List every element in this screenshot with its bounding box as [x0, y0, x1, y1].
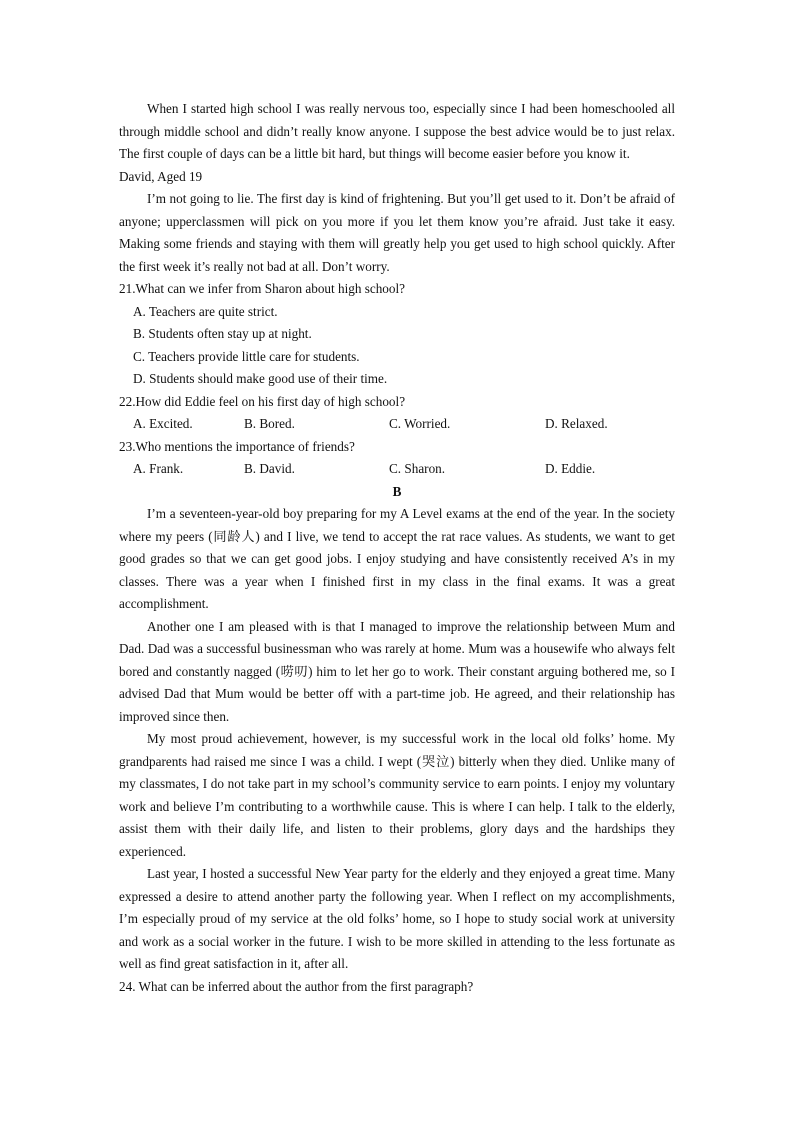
question-21-option-d: D. Students should make good use of their time. — [133, 371, 388, 386]
question-22-options — [119, 413, 675, 436]
section-b-paragraph-2: Another one I am pleased with is that I managed to improve the relationship between Mum and Dad. Dad was a successful businessman who was rarely at home. Mum was a housewife who always felt bored and constantly nagged (唠叨) him to let her go to work. Their constant arguing bothered me, so I advised Dad that Mum would be better off with a part-time job. He agreed, and their relationship has improved since then. — [119, 618, 675, 724]
question-21-option-a: A. Teachers are quite strict. — [133, 303, 278, 319]
question-23-options — [119, 458, 675, 481]
question-22-option-b: B. Bored. — [244, 416, 295, 431]
question-23-option-b: B. David. — [244, 461, 295, 476]
section-b-paragraph-3: My most proud achievement, however, is my successful work in the local old folks’ home. My grandparents had raised me since I was a child. I wept (哭泣) bitterly when they died. Unlike many of my classmates, I do not take part in my school’s community service to earn points. I enjoy my voluntary work and believe I’m contributing to a worthwhile cause. This is where I can help. I talk to the elderly, assist them with their daily life, and listen to their problems, glory days and the hardships they experienced. — [119, 731, 675, 859]
question-22-option-c: C. Worried. — [389, 416, 451, 431]
question-21-option-b: B. Students often stay up at night. — [133, 326, 312, 341]
question-22-stem: 22.How did Eddie feel on his first day of high school? — [119, 393, 406, 409]
intro-paragraph: When I started high school I was really nervous too, especially since I had been homeschooled all through middle school and didn’t really know anyone. I suppose the best advice would be to just relax. The first couple of days can be a little bit hard, but things will become easier before you know it. — [119, 101, 675, 161]
question-22-option-a: A. Excited. — [133, 416, 193, 431]
question-23-option-a: A. Frank. — [133, 461, 184, 476]
david-name: David, Aged 19 — [119, 168, 203, 184]
section-b-paragraph-1: I’m a seventeen-year-old boy preparing for my A Level exams at the end of the year. In the society where my peers (同龄人) and I live, we tend to accept the rat race values. As students, we want to get good grades so that we can get good jobs. I enjoy studying and have consistently received A’s in my classes. There was a year when I finished first in my class in the final exams. It was a great accomplishment. — [119, 506, 675, 611]
question-23-option-d: D. Eddie. — [545, 461, 596, 476]
document-page — [119, 98, 675, 998]
question-23-stem: 23.Who mentions the importance of friends? — [119, 438, 355, 454]
section-b-heading: B — [392, 483, 402, 499]
question-21-stem: 21.What can we infer from Sharon about high school? — [119, 281, 406, 296]
question-21-option-c: C. Teachers provide little care for students. — [133, 348, 360, 364]
section-b-paragraph-4: Last year, I hosted a successful New Year party for the elderly and they enjoyed a great time. Many expressed a desire to attend another party the following year. When I reflect on my accomplishments, I’m especially proud of my service at the old folks’ home, so I hope to study social work at university and work as a social worker in the future. I wish to be more skilled in attending to the less fortunate as well as find great satisfaction in it, after all. — [119, 866, 675, 971]
question-24-stem: 24. What can be inferred about the author from the first paragraph? — [119, 978, 474, 994]
question-22-option-d: D. Relaxed. — [545, 416, 608, 431]
question-23-option-c: C. Sharon. — [389, 461, 446, 476]
david-paragraph: I’m not going to lie. The first day is kind of frightening. But you’ll get used to it. Don’t be afraid of anyone; upperclassmen will pick on you more if you let them know you’re afraid. Just take it easy. Making some friends and staying with them will greatly help you get used to high school quickly. After the first week it’s really not bad at all. Don’t worry. — [119, 191, 675, 274]
